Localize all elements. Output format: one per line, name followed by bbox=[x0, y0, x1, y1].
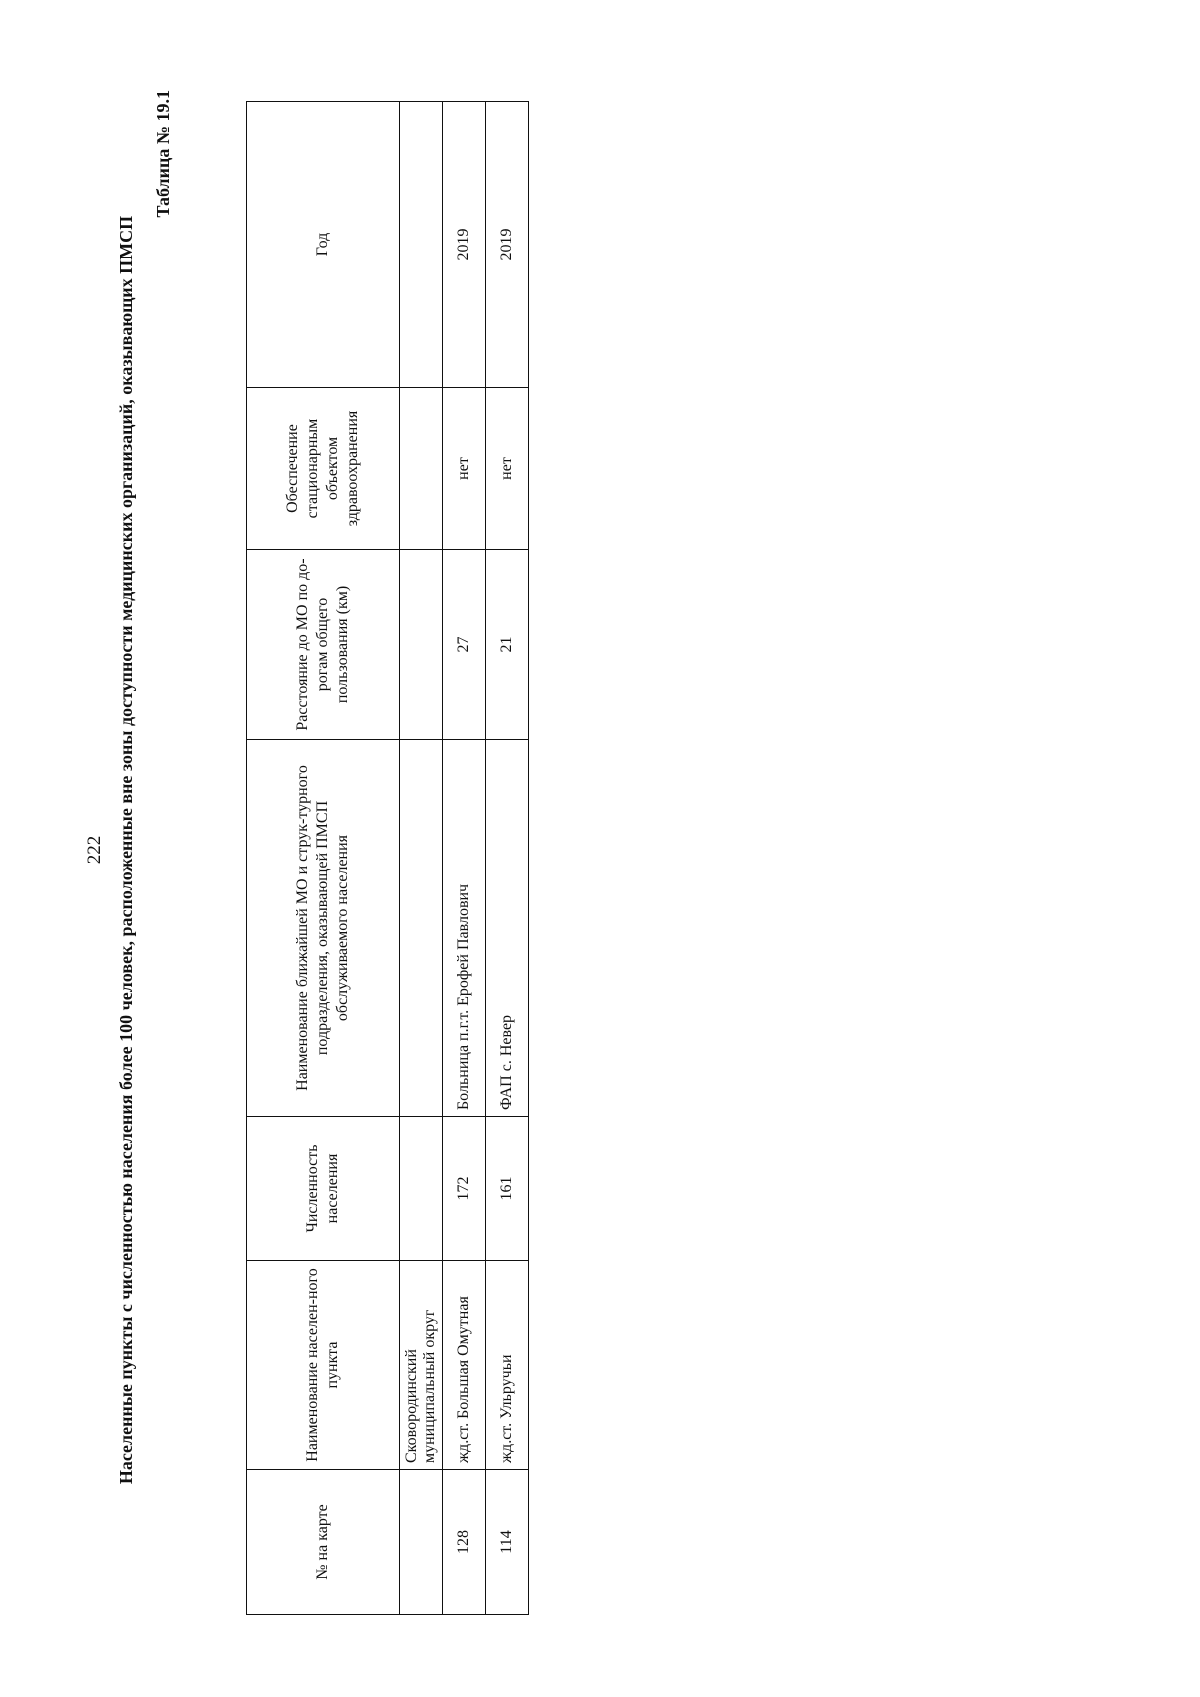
cell-stationary: нет bbox=[443, 388, 486, 550]
cell-settlement-name: жд.ст. Ульручьи bbox=[486, 1261, 529, 1470]
district-name: Сковородинский муниципальный округ bbox=[400, 1261, 443, 1470]
empty-cell bbox=[400, 388, 443, 550]
cell-year: 2019 bbox=[443, 102, 486, 388]
empty-cell bbox=[400, 740, 443, 1117]
district-empty-cell bbox=[400, 1470, 443, 1615]
cell-year: 2019 bbox=[486, 102, 529, 388]
header-population: Численность населения bbox=[247, 1117, 400, 1261]
table-row bbox=[486, 102, 529, 1615]
cell-map-number: 128 bbox=[443, 1470, 486, 1615]
cell-nearest-mo: ФАП с. Невер bbox=[486, 740, 529, 1117]
cell-nearest-mo: Больница п.г.т. Ерофей Павлович bbox=[443, 740, 486, 1117]
header-nearest-mo: Наименование ближайшей МО и струк-турного подразделения, оказывающей ПМСП обслуживаемого населения bbox=[247, 740, 400, 1117]
cell-map-number: 114 bbox=[486, 1470, 529, 1615]
cell-distance: 27 bbox=[443, 550, 486, 740]
empty-cell bbox=[400, 550, 443, 740]
cell-population: 161 bbox=[486, 1117, 529, 1261]
empty-cell bbox=[400, 102, 443, 388]
district-row bbox=[400, 102, 443, 1615]
empty-cell bbox=[400, 1117, 443, 1261]
rotated-page-content bbox=[80, 40, 600, 1660]
page-number: 222 bbox=[84, 835, 105, 865]
table-label: Таблица № 19.1 bbox=[153, 90, 173, 218]
header-settlement-name: Наименование населен-ного пункта bbox=[247, 1261, 400, 1470]
header-stationary: Обеспечение стационарным объектом здравоохранения bbox=[247, 388, 400, 550]
data-table bbox=[246, 101, 529, 1615]
cell-stationary: нет bbox=[486, 388, 529, 550]
header-distance: Расстояние до МО по до-рогам общего пользования (км) bbox=[247, 550, 400, 740]
header-map-number: № на карте bbox=[247, 1470, 400, 1615]
cell-distance: 21 bbox=[486, 550, 529, 740]
document-title: Населенные пункты с численностью населения более 100 человек, расположенные вне зоны доступности медицинских организаций, оказывающих ПМСП bbox=[116, 215, 136, 1485]
table-header-row bbox=[247, 102, 400, 1615]
cell-settlement-name: жд.ст. Большая Омутная bbox=[443, 1261, 486, 1470]
cell-population: 172 bbox=[443, 1117, 486, 1261]
header-year: Год bbox=[247, 102, 400, 388]
table-row bbox=[443, 102, 486, 1615]
